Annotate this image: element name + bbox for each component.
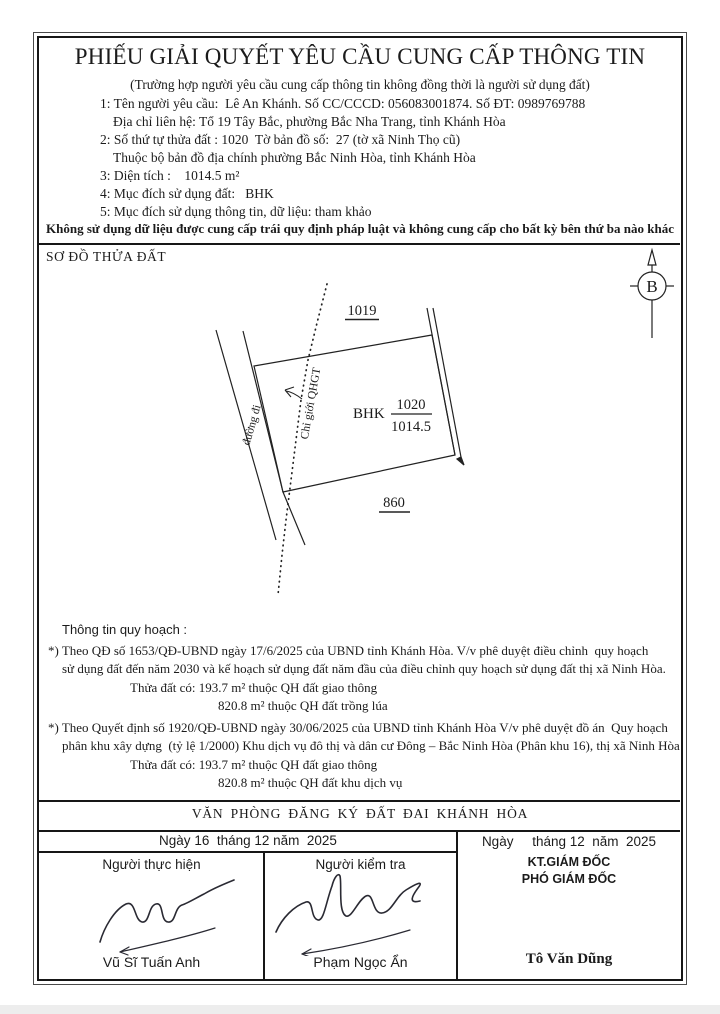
planning-block1-line4: 820.8 m² thuộc QH đất trồng lúa — [218, 698, 388, 713]
planning-block1-line3: Thửa đất có: 193.7 m² thuộc QH đất giao thông — [130, 680, 378, 695]
executor-name: Vũ Sĩ Tuấn Anh — [102, 954, 201, 970]
field-contact-address: Địa chỉ liên hệ: Tổ 19 Tây Bắc, phường Bắc Nha Trang, tỉnh Khánh Hòa — [113, 114, 506, 129]
header-separator — [38, 243, 680, 245]
field-parcel-number: 2: Số thứ tự thửa đất : 1020 Tờ bản đồ số: 27 (tờ xã Ninh Thọ cũ) — [100, 132, 461, 147]
director-title-line1: KT.GIÁM ĐỐC — [527, 855, 611, 869]
neighbor-parcel-north-label: 1019 — [347, 303, 377, 319]
parcel-sketch-map — [40, 246, 681, 802]
neighbor-parcel-south-label: 860 — [383, 495, 405, 511]
date-right: Ngày tháng 12 năm 2025 — [481, 834, 657, 849]
planning-heading: Thông tin quy hoạch : — [62, 622, 188, 637]
director-name: Tô Văn Dũng — [525, 951, 613, 967]
planning-block1-line1: *) Theo QĐ số 1653/QĐ-UBND ngày 17/6/2025 của UBND tỉnh Khánh Hòa. V/v phê duyệt điều chỉnh quy hoạch — [48, 643, 649, 658]
field-map-sheet: Thuộc bộ bản đồ địa chính phường Bắc Ninh Hòa, tỉnh Khánh Hòa — [113, 150, 476, 165]
parcel-use-label: BHK — [353, 406, 385, 422]
footer-top-line — [38, 800, 680, 802]
executor-title: Người thực hiện — [102, 857, 201, 872]
planning-block2-line4: 820.8 m² thuộc QH đất khu dịch vụ — [218, 775, 403, 790]
page-subtitle: (Trường hợp người yêu cầu cung cấp thông tin không đồng thời là người sử dụng đất) — [130, 77, 590, 92]
footer-line-2 — [38, 830, 680, 832]
planning-block2-line2: phân khu xây dựng (tỷ lệ 1/2000) Khu dịch vụ đô thị và dân cư Đông – Bắc Ninh Hòa (Phân khu 16), thị xã Ninh Hòa — [62, 738, 680, 753]
footer-line-3 — [38, 851, 458, 853]
signature-checker — [262, 868, 437, 956]
parcel-number-label: 1020 — [396, 397, 426, 413]
parcel-area-label: 1014.5 — [391, 419, 431, 435]
field-land-use: 4: Mục đích sử dụng đất: BHK — [100, 186, 274, 201]
screenshot-bottom-strip — [0, 1005, 720, 1014]
director-title-line2: PHÓ GIÁM ĐỐC — [521, 872, 617, 886]
checker-name: Phạm Ngọc Ẩn — [313, 954, 408, 970]
parcel-right-double-hook — [457, 457, 464, 465]
boundary-label: Chỉ giới QHGT — [298, 366, 324, 441]
road-label: đường đi — [240, 403, 264, 447]
office-name: VĂN PHÒNG ĐĂNG KÝ ĐẤT ĐAI KHÁNH HÒA — [191, 806, 529, 821]
field-info-purpose: 5: Mục đích sử dụng thông tin, dữ liệu: tham khảo — [100, 204, 372, 219]
date-left: Ngày 16 tháng 12 năm 2025 — [159, 833, 337, 848]
field-area: 3: Diện tích : 1014.5 m² — [100, 168, 240, 183]
field-requester: 1: Tên người yêu cầu: Lê An Khánh. Số CC/CCCD: 056083001874. Số ĐT: 0989769788 — [100, 96, 586, 111]
compass-letter: B — [646, 277, 658, 296]
page-title: PHIẾU GIẢI QUYẾT YÊU CẦU CUNG CẤP THÔNG TIN — [74, 44, 646, 69]
checker-title: Người kiểm tra — [315, 857, 406, 872]
planning-block2-line3: Thửa đất có: 193.7 m² thuộc QH đất giao thông — [130, 757, 378, 772]
planning-block2-line1: *) Theo Quyết định số 1920/QĐ-UBND ngày 30/06/2025 của UBND tỉnh Khánh Hòa V/v phê duyệt đồ án Quy hoạch — [48, 720, 668, 735]
signature-executor — [90, 876, 250, 956]
planning-block1-line2: sử dụng đất đến năm 2030 và kế hoạch sử dụng đất năm đầu của điều chỉnh quy hoạch sử dụng đất thị xã Ninh Hòa. — [62, 661, 666, 676]
map-section-title: SƠ ĐỒ THỬA ĐẤT — [46, 249, 167, 264]
usage-warning: Không sử dụng dữ liệu được cung cấp trái quy định pháp luật và không cung cấp cho bất kỳ bên thứ ba nào khác — [46, 221, 674, 236]
